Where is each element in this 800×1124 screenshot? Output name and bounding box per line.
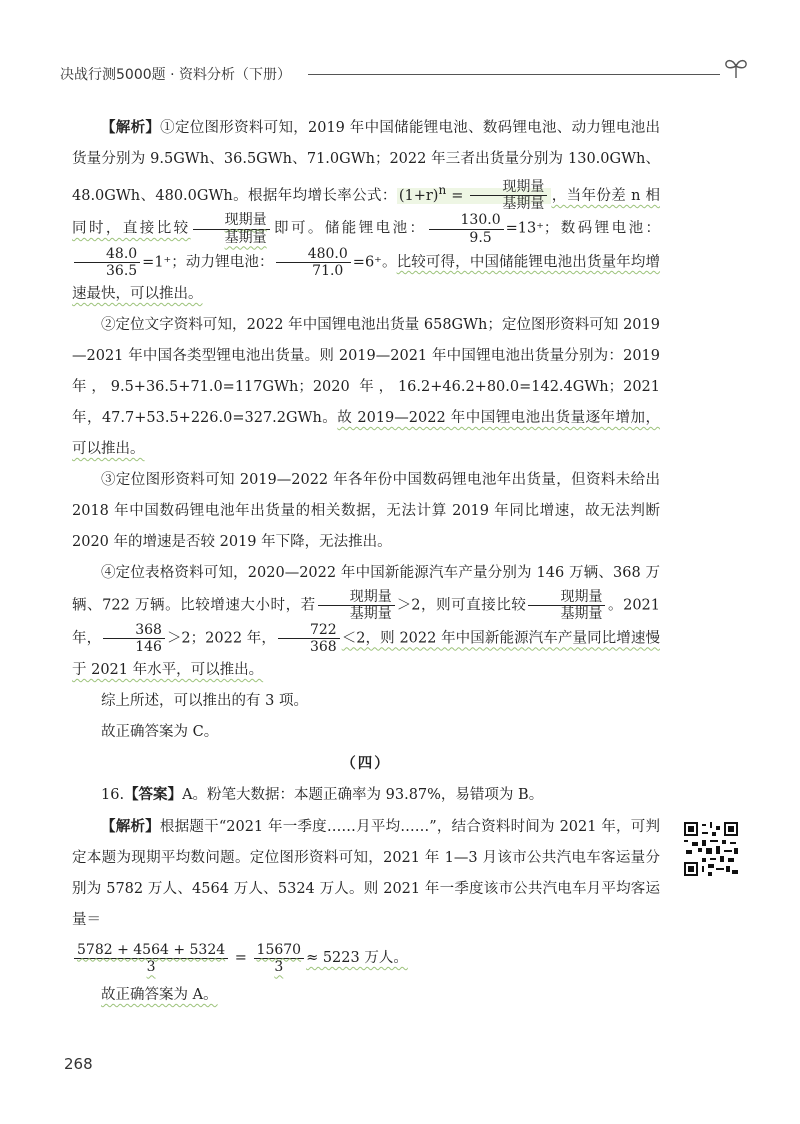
q16-analysis: 【解析】根据题干“2021 年一季度……月平均……”，结合资料时间为 2021 年，可判定本题为现期平均数问题。定位图形资料可知，2021 年 1—3 月该市公共汽电车客运量分别为 5782 万人、4564 万人、5324 万人。则 2021 年一季度该市公共汽电车月平均客运量＝	[72, 818, 660, 929]
fraction-storage: $\frac{130.0}{9.5}$	[429, 212, 504, 245]
fraction-2022: $\frac{722}{368}$	[278, 622, 340, 655]
running-title: 决战行测5000题 · 资料分析（下册）	[60, 67, 291, 83]
fraction-current-base-2: $\frac{\text{现期量}}{\text{基期量}}$	[193, 212, 270, 245]
growth-formula: $(1+r)^n$ = $\frac{\text{现期量}}{\text{基期量}}$	[397, 188, 552, 204]
analysis-paragraph-1: 【解析】①定位图形资料可知，2019 年中国储能锂电池、数码锂电池、动力锂电池出货量分别为 9.5GWh、36.5GWh、71.0GWh；2022 年三者出货量分别为 130.0GWh、48.0GWh、480.0GWh。根据年均增长率公式： $(1+r)^n$ = $\frac{\text{现期量}}{\text{基期量}}$ ，当年份差 n 相同时，直接比较 $\frac{\text{现期量}}{\text{基期量}}$ 即可。储能锂电池： $\frac{130.0}{9.5}$ =13⁺；数码锂电池： $\frac{48.0}{36.5}$ =1⁺；动力锂电池： $\frac{480.0}{71.0}$ =6⁺。比较可得，中国储能锂电池出货量年均增速最快，可以推出。	[72, 119, 661, 302]
analysis-label: 【解析】	[101, 119, 161, 136]
fraction-power: $\frac{480.0}{71.0}$	[276, 246, 351, 279]
solution-body	[72, 112, 660, 1011]
section-title: （四）	[341, 755, 391, 773]
fraction-sum: $\frac{5782 + 4564 + 5324}{3}$	[74, 942, 228, 975]
fraction-compare: $\frac{\text{现期量}}{\text{基期量}}$	[528, 589, 605, 622]
analysis-paragraph-4: ④定位表格资料可知，2020—2022 年中国新能源汽车产量分别为 146 万辆、368 万辆、722 万辆。比较增速大小时，若 $\frac{\text{现期量}}{\text{基期量}}$ ＞2，则可直接比较 $\frac{\text{现期量}}{\text{基期量}}$ 。2021 年， $\frac{368}{146}$ ＞2；2022 年， $\frac{722}{368}$ ＜2，则 2022 年中国新能源汽车产量同比增速慢于 2021 年水平，可以推出。	[72, 564, 660, 679]
page-number: 268	[64, 1055, 93, 1073]
fraction-total: $\frac{15670}{3}$	[254, 942, 305, 975]
qr-code-icon[interactable]	[684, 822, 738, 876]
fraction-condition: $\frac{\text{现期量}}{\text{基期量}}$	[318, 589, 395, 622]
analysis-paragraph-2: ②定位文字资料可知，2022 年中国锂电池出货量 658GWh；定位图形资料可知 2019—2021 年中国各类型锂电池出货量。则 2019—2021 年中国锂电池出货量分别为：2019 年，9.5+36.5+71.0=117GWh；2020 年，16.2+46.2+80.0=142.4GWh；2021 年，47.7+53.5+226.0=327.2GWh。故 2019—2022 年中国锂电池出货量逐年增加，可以推出。	[72, 316, 660, 457]
analysis-paragraph-3: ③定位图形资料可知 2019—2022 年各年份中国数码锂电池年出货量，但资料未给出 2018 年中国数码锂电池年出货量的相关数据，无法计算 2019 年同比增速，故无法判断 2020 年的增速是否较 2019 年下降，无法推出。	[72, 471, 660, 550]
q16-answer: 16.【答案】A。粉笔大数据：本题正确率为 93.87%，易错项为 B。	[101, 786, 544, 804]
fraction-digital: $\frac{48.0}{36.5}$	[74, 246, 140, 279]
page-header	[60, 60, 750, 90]
leaf-sprout-icon	[722, 56, 750, 80]
answer-line-1: 故正确答案为 C。	[101, 724, 219, 741]
q16-calculation: $\frac{5782 + 4564 + 5324}{3}$ = $\frac{15670}{3}$ ≈ 5223 万人。	[72, 936, 660, 980]
fraction-current-base: $\frac{\text{现期量}}{\text{基期量}}$	[470, 179, 547, 212]
summary-line: 综上所述，可以推出的有 3 项。	[101, 693, 308, 710]
answer-line-2: 故正确答案为 A。	[101, 987, 218, 1004]
header-rule	[308, 74, 720, 75]
fraction-2021: $\frac{368}{146}$	[103, 622, 165, 655]
